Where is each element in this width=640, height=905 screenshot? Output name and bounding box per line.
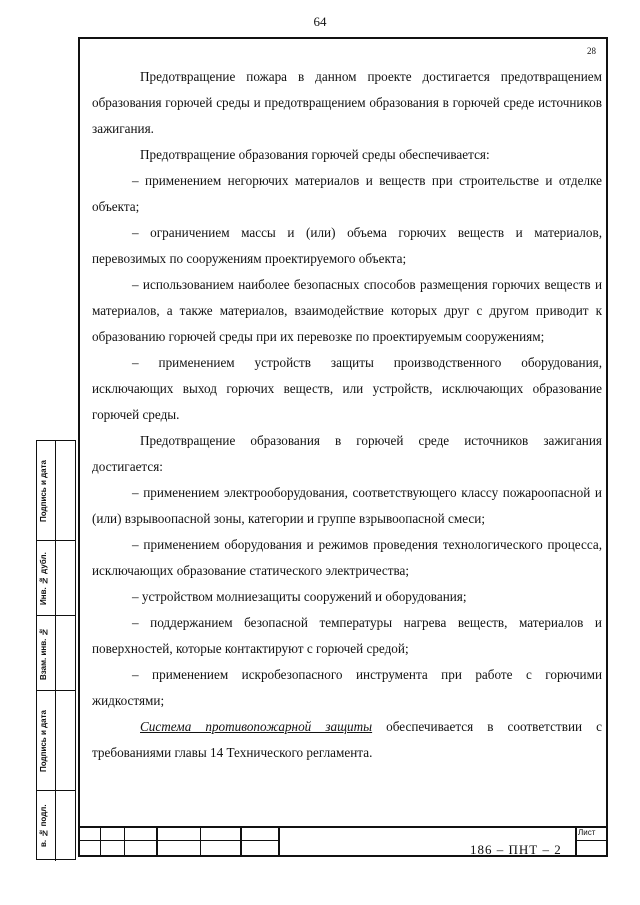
stamp-label: Подпись и дата <box>39 460 48 522</box>
paragraph-rest: обеспечивается в соответствии с требованиями главы 14 Технического регламента. <box>92 719 602 760</box>
stamp-label: Инв. № дубл. <box>39 552 48 606</box>
list-item: – использованием наиболее безопасных способов размещения горючих веществ и материалов, а также материалов, взаимодействие которых друг с другом приводит к образованию горючей среды при их перевозке по проектируемым сооружениям; <box>92 277 602 344</box>
stamp-label: Взам. инв. № <box>39 627 48 681</box>
stamp-cell <box>37 616 75 691</box>
stamp-label: Подпись и дата <box>39 710 48 772</box>
list-item: – применением устройств защиты производственного оборудования, исключающих выход горючих веществ, или устройств, исключающих образование горючей среды. <box>92 355 602 422</box>
paragraph: Предотвращение пожара в данном проекте достигается предотвращением образования горючей среды и предотвращением образования в горючей среде источников зажигания. <box>92 69 602 136</box>
list-item: – поддержанием безопасной температуры нагрева веществ, материалов и поверхностей, которые контактируют с горючей средой; <box>92 615 602 656</box>
list-item: – применением оборудования и режимов проведения технологического процесса, исключающих образование статического электричества; <box>92 537 602 578</box>
list-item: – устройством молниезащиты сооружений и оборудования; <box>132 589 467 604</box>
title-block-divider <box>100 826 101 857</box>
paragraph: Предотвращение образования горючей среды обеспечивается: <box>140 147 490 162</box>
document-code: 186 – ПНТ – 2 <box>470 842 562 857</box>
title-block-divider <box>575 826 577 857</box>
stamp-label: в. № подл. <box>39 804 48 848</box>
paragraph: Предотвращение образования в горючей среде источников зажигания достигается: <box>92 433 602 474</box>
title-block-divider <box>278 826 280 857</box>
list-item: – применением электрооборудования, соответствующего классу пожароопасной и (или) взрывоопасной зоны, категории и группе взрывоопасной смеси; <box>92 485 602 526</box>
side-stamp <box>36 440 76 860</box>
title-block-divider <box>240 826 242 857</box>
list-item: – ограничением массы и (или) объема горючих веществ и материалов, перевозимых по сооружениям проектируемого объекта; <box>92 225 602 266</box>
sheet-number: 28 <box>587 46 596 56</box>
stamp-cell <box>37 691 75 791</box>
stamp-cell <box>37 791 75 861</box>
stamp-cell <box>37 441 75 541</box>
list-item: – применением искробезопасного инструмента при работе с горючими жидкостями; <box>92 667 602 708</box>
title-block-rule <box>78 826 608 828</box>
title-block-divider <box>156 826 158 857</box>
stamp-cell <box>37 541 75 616</box>
list-item: – применением негорючих материалов и веществ при строительстве и отделке объекта; <box>92 173 602 214</box>
page-number: 64 <box>313 14 327 29</box>
emphasis-term: Система противопожарной защиты <box>140 719 373 734</box>
sheet-label: Лист <box>578 828 596 837</box>
title-block-divider <box>200 826 201 857</box>
title-block-rule <box>78 840 278 841</box>
title-block-rule <box>575 840 608 841</box>
document-body <box>92 64 602 766</box>
paragraph-fire-protection <box>92 714 602 766</box>
title-block-divider <box>124 826 125 857</box>
